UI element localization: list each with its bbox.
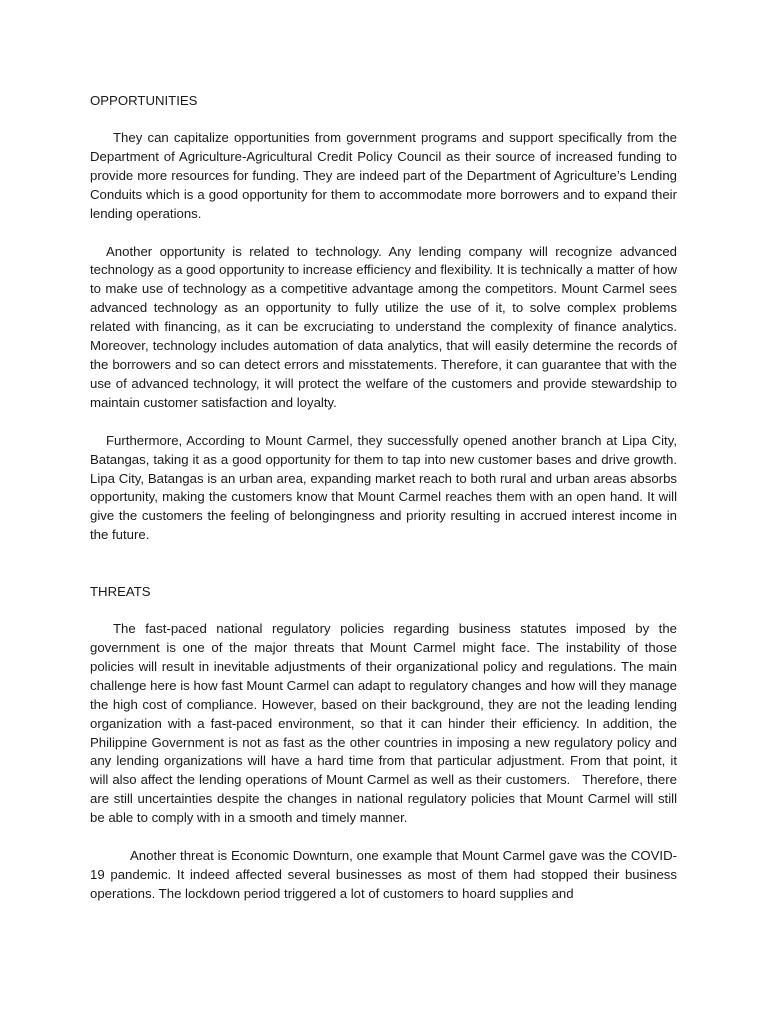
- paragraph-opportunities-3: Furthermore, According to Mount Carmel, they successfully opened another branch at Lipa City, Batangas, taking it as a good opportunity for them to tap into new customer bases and drive growth. Lipa City, Batangas is an urban area, expanding market reach to both rural and urban areas absorbs opportunity, making the customers know that Mount Carmel reaches them with an open hand. It will give the customers the feeling of belongingness and priority resulting in accrued interest income in the future.: [90, 432, 677, 543]
- document-page: [90, 91, 681, 904]
- paragraph-opportunities-1: They can capitalize opportunities from government programs and support specifically from the Department of Agriculture-Agricultural Credit Policy Council as their source of increased funding to provide more resources for funding. They are indeed part of the Department of Agriculture’s Lending Conduits which is a good opportunity for them to accommodate more borrowers and to expand their lending operations.: [90, 130, 677, 221]
- section-opportunities: [90, 91, 677, 545]
- section-heading-opportunities: OPPORTUNITIES: [90, 93, 198, 108]
- paragraph-threats-1: The fast-paced national regulatory policies regarding business statutes imposed by the government is one of the major threats that Mount Carmel might face. The instability of those policies will result in inevitable adjustments of their organizational policy and regulations. The main challenge here is how fast Mount Carmel can adapt to regulatory changes and how will they manage the high cost of compliance. However, based on their background, they are not the leading lending organization with a fast-paced environment, so that it can hinder their efficiency. In addition, the Philippine Government is not as fast as the other countries in imposing a new regulatory policy and any lending organizations will have a hard time from that particular adjustment. From that point, it will also affect the lending operations of Mount Carmel as well as their customers. Therefore, there are still uncertainties despite the changes in national regulatory policies that Mount Carmel will still be able to comply with in a smooth and timely manner.: [90, 621, 681, 826]
- paragraph-opportunities-2: Another opportunity is related to technology. Any lending company will recognize advanced technology as a good opportunity to increase efficiency and flexibility. It is technically a matter of how to make use of technology as a competitive advantage among the competitors. Mount Carmel sees advanced technology as an opportunity to fully utilize the use of it, to solve complex problems related with financing, as it can be excruciating to understand the complexity of finance analytics. Moreover, technology includes automation of data analytics, that will easily determine the records of the borrowers and so can detect errors and misstatements. Therefore, it can guarantee that with the use of advanced technology, it will protect the welfare of the customers and provide stewardship to maintain customer satisfaction and loyalty.: [90, 243, 677, 410]
- section-heading-threats: THREATS: [90, 584, 151, 600]
- paragraph-threats-2: Another threat is Economic Downturn, one example that Mount Carmel gave was the COVID-19 pandemic. It indeed affected several businesses as most of them had stopped their business operations. The lockdown period triggered a lot of customers to hoard supplies and: [90, 848, 677, 901]
- section-threats: [90, 582, 681, 904]
